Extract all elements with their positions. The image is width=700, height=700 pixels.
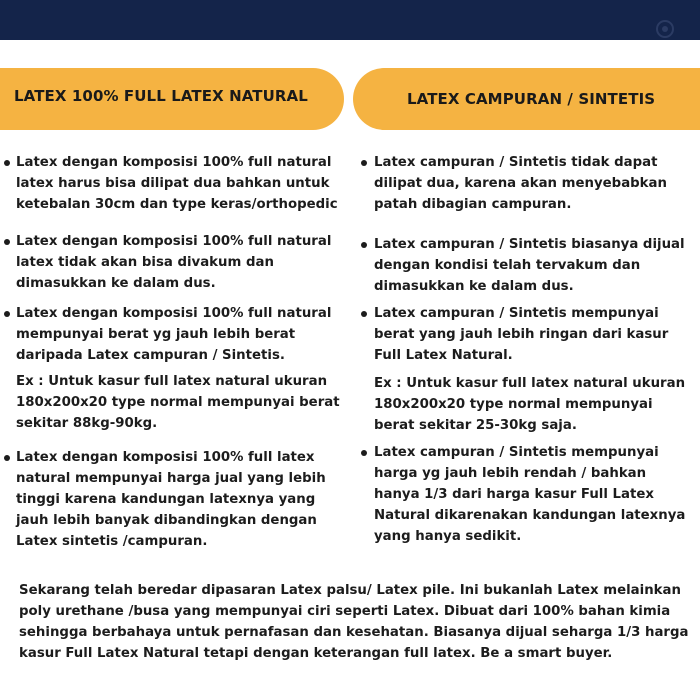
bullet-icon (361, 311, 367, 317)
right-column-title: LATEX CAMPURAN / SINTETIS (407, 90, 656, 108)
list-item-text: Latex campuran / Sintetis tidak dapat dilipat dua, karena akan menyebabkan patah dibagian campuran. (374, 155, 667, 212)
right-column-header (353, 68, 700, 130)
list-item (0, 447, 345, 552)
list-item-text: Latex dengan komposisi 100% full natural latex tidak akan bisa divakum dan dimasukkan ke dalam dus. (16, 234, 332, 291)
list-item (0, 303, 345, 366)
list-item-text: Latex dengan komposisi 100% full latex natural mempunyai harga jual yang lebih tinggi karena kandungan latexnya yang jauh lebih banyak dibandingkan dengan Latex sintetis /campuran. (16, 450, 326, 549)
list-item-text: Latex campuran / Sintetis mempunyai harga yg jauh lebih rendah / bahkan hanya 1/3 dari harga kasur Full Latex Natural dikarenakan kandungan latexnya yang hanya sedikit. (374, 445, 686, 544)
bullet-icon (4, 160, 10, 166)
list-item-text: Latex dengan komposisi 100% full natural latex harus bisa dilipat dua bahkan untuk ketebalan 30cm dan type keras/orthopedic (16, 155, 338, 212)
list-item (0, 152, 345, 215)
bullet-icon (4, 455, 10, 461)
bullet-icon (361, 242, 367, 248)
watermark-icon (656, 20, 674, 38)
list-item (355, 234, 695, 297)
list-item-text: Latex campuran / Sintetis mempunyai berat yang jauh lebih ringan dari kasur Full Latex Natural. (374, 306, 669, 363)
list-item (355, 152, 695, 215)
footer-note: Sekarang telah beredar dipasaran Latex palsu/ Latex pile. Ini bukanlah Latex melainkan poly urethane /busa yang mempunyai ciri seperti Latex. Dibuat dari 100% bahan kimia sehingga berbahaya untuk pernafasan dan kesehatan. Biasanya dijual seharga 1/3 harga kasur Full Latex Natural tetapi dengan keterangan full latex. Be a smart buyer. (19, 583, 689, 661)
bullet-icon (4, 311, 10, 317)
example-text: Ex : Untuk kasur full latex natural ukuran 180x200x20 type normal mempunyai berat sekitar 25-30kg saja. (374, 376, 686, 433)
list-item (355, 442, 695, 547)
bullet-icon (361, 450, 367, 456)
top-bar (0, 0, 700, 40)
list-item (0, 231, 345, 294)
list-item-text: Latex dengan komposisi 100% full natural mempunyai berat yg jauh lebih berat daripada Latex campuran / Sintetis. (16, 306, 332, 363)
left-column-title: LATEX 100% FULL LATEX NATURAL (14, 87, 308, 105)
example-text: Ex : Untuk kasur full latex natural ukuran 180x200x20 type normal mempunyai berat sekitar 88kg-90kg. (16, 374, 340, 431)
list-item-text: Latex campuran / Sintetis biasanya dijual dengan kondisi telah tervakum dan dimasukkan ke dalam dus. (374, 237, 685, 294)
bullet-icon (4, 239, 10, 245)
left-column-header (0, 68, 344, 130)
bullet-icon (361, 160, 367, 166)
list-item (355, 303, 695, 366)
